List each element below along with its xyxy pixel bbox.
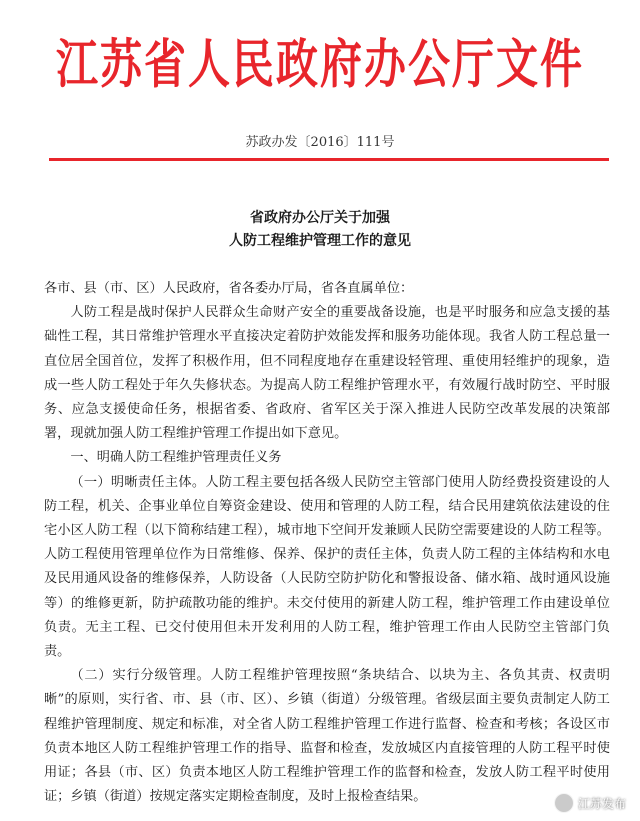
watermark-text: 江苏发布 bbox=[577, 796, 626, 811]
red-divider-line bbox=[49, 158, 609, 161]
subject-line-1: 省政府办公厅关于加强 bbox=[250, 210, 390, 226]
salutation: 各市、县（市、区）人民政府，省各委办厅局，省各直属单位： bbox=[44, 281, 414, 296]
watermark bbox=[554, 793, 626, 813]
document-number: 苏政办发〔2016〕111号 bbox=[245, 135, 395, 150]
weibo-logo-icon bbox=[554, 793, 574, 813]
subject-line-2: 人防工程维护管理工作的意见 bbox=[229, 233, 411, 249]
body-paragraph: （二）实行分级管理。人防工程维护管理按照“条块结合、以块为主、各负其责、权责明晰”的原则，实行省、市、县（市、区）、乡镇（街道）分级管理。省级层面主要负责制定人防工程维护管理制度、规定和标准，对全省人防工程维护管理工作进行监督、检查和考核；各设区市负责本地区人防工程维护管理工作的指导、监督和检查，发放城区内直接管理的人防工程平时使用证；各县（市、区）负责本地区人防工程维护管理工作的监督和检查，发放人防工程平时使用证；乡镇（街道）按规定落实定期检查制度，及时上报检查结果。 bbox=[44, 668, 610, 805]
body-paragraph: （一）明晰责任主体。人防工程主要包括各级人民防空主管部门使用人防经费投资建设的人防工程，机关、企事业单位自筹资金建设、使用和管理的人防工程，结合民用建筑依法建设的住宅小区人防工程（以下简称结建工程），城市地下空间开发兼顾人民防空需要建设的人防工程等。人防工程使用管理单位作为日常维修、保养、保护的责任主体，负责人防工程的主体结构和水电及民用通风设备的维修保养，人防设备（人民防空防护防化和警报设备、储水箱、战时通风设施等）的维修更新，防护疏散功能的维护。未交付使用的新建人防工程，维护管理工作由建设单位负责。无主工程、已交付使用但未开发利用的人防工程，维护管理工作由人民防空主管部门负责。 bbox=[44, 474, 610, 660]
body-paragraph: 人防工程是战时保护人民群众生命财产安全的重要战备设施，也是平时服务和应急支援的基础性工程，其日常维护管理水平直接决定着防护效能发挥和服务功能体现。我省人防工程总量一直位居全国首位，发挥了积极作用，但不同程度地存在重建设轻管理、重使用轻维护的现象，造成一些人防工程处于年久失修状态。为提高人防工程维护管理水平，有效履行战时防空、平时服务、应急支援使命任务，根据省委、省政府、省军区关于深入推进人民防空改革发展的决策部署，现就加强人防工程维护管理工作提出如下意见。 bbox=[44, 305, 610, 442]
document-body bbox=[44, 277, 610, 809]
document-header-title: 江苏省人民政府办公厅文件 bbox=[55, 33, 584, 95]
document-subject bbox=[0, 207, 640, 253]
section-heading: 一、明确人防工程维护管理责任义务 bbox=[70, 450, 282, 466]
